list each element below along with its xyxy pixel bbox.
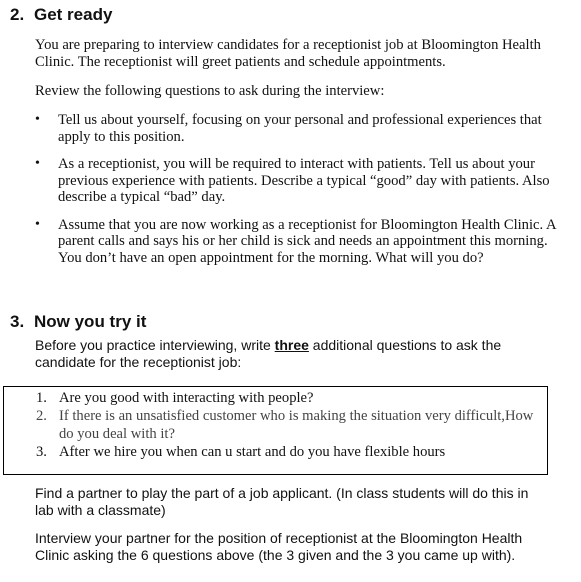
question-item: • As a receptionist, you will be required to interact with patients. Tell us about your previous experience with patients. Describe a typical “good” day with patients. Also describe a typical “bad” day.	[35, 156, 560, 206]
section-2-intro: You are preparing to interview candidates for a receptionist job at Bloomington Health Clinic. The receptionist will greet patients and schedule appointments.	[35, 37, 541, 70]
instruction-text-end: additional questions to ask the candidate for the receptionist job:	[35, 337, 502, 370]
section-3-heading	[10, 312, 146, 332]
section-2-number: 2.	[10, 5, 25, 24]
question-list	[35, 112, 560, 277]
instruction-emphasis: three	[274, 337, 309, 353]
section-3-instruction	[35, 337, 555, 370]
section-2-heading	[10, 5, 112, 25]
section-2-review-text: Review the following questions to ask during the interview:	[35, 83, 385, 99]
question-item: • Assume that you are now working as a receptionist for Bloomington Health Clinic. A parent calls and says his or her child is sick and needs an appointment this morning. You don’t have an open appointment for the morning. What will you do?	[35, 217, 560, 267]
answer-text[interactable]: After we hire you when can u start and do you have flexible hours	[59, 444, 446, 460]
answer-number: 1.	[36, 390, 47, 406]
partner-instruction: Find a partner to play the part of a job applicant. (In class students will do this in lab with a classmate)	[35, 485, 529, 518]
answer-item[interactable]	[36, 389, 541, 407]
answer-number: 3.	[36, 444, 47, 460]
section-3-number: 3.	[10, 312, 25, 331]
interview-instruction: Interview your partner for the position of receptionist at the Bloomington Health Clinic asking the 6 questions above (the 3 given and the 3 you came up with).	[35, 530, 523, 563]
answer-list[interactable]	[36, 389, 541, 461]
instruction-text: Before you practice interviewing, write	[35, 337, 275, 353]
section-2-title: Get ready	[34, 5, 113, 24]
answer-item[interactable]	[36, 443, 541, 461]
answer-number: 2.	[36, 408, 47, 424]
question-item: • Tell us about yourself, focusing on your personal and professional experiences that apply to this position.	[35, 112, 560, 145]
answer-text[interactable]: Are you good with interacting with people?	[59, 390, 314, 406]
section-3-title: Now you try it	[34, 312, 147, 331]
answer-text[interactable]: If there is an unsatisfied customer who is making the situation very difficult,How do you deal with it?	[59, 408, 534, 442]
answer-item[interactable]	[36, 407, 541, 443]
